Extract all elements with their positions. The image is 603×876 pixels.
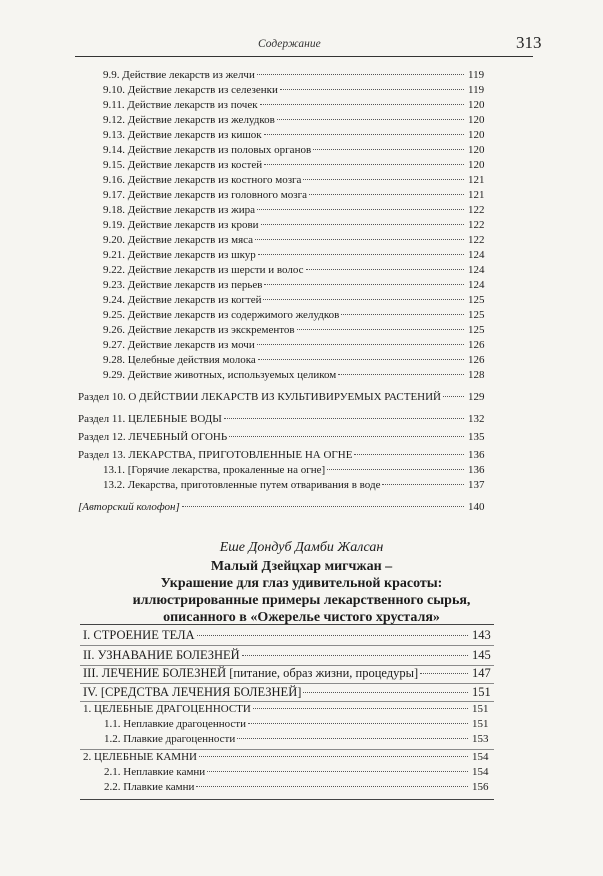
- toc-part-entry: [83, 648, 491, 664]
- toc-colophon-entry: [78, 501, 484, 515]
- section-title-line: иллюстрированные примеры лекарственного сырья,: [132, 593, 471, 608]
- toc-leader: [264, 134, 464, 135]
- toc-entry-page: 154: [472, 751, 489, 763]
- toc-entry-page: 154: [472, 766, 489, 778]
- toc-entry-label: 9.20. Действие лекарств из мяса: [103, 234, 254, 246]
- toc-leader: [420, 673, 468, 674]
- toc-section-entry: [78, 431, 484, 445]
- toc-entry-page: 156: [472, 781, 489, 793]
- toc-leader: [207, 771, 468, 772]
- section-title-line: описанного в «Ожерелье чистого хрусталя»: [163, 610, 440, 625]
- toc-entry-label: 9.14. Действие лекарств из половых органов: [103, 144, 312, 156]
- toc-entry-label: 9.19. Действие лекарств из крови: [103, 219, 259, 231]
- toc-leader: [264, 164, 464, 165]
- toc-section-entry: [78, 391, 484, 405]
- section-rule-bottom: [80, 799, 494, 800]
- running-header-title: Содержание: [258, 38, 321, 50]
- toc-entry: [103, 159, 484, 173]
- toc-entry-page: 124: [468, 249, 485, 261]
- toc-leader: [382, 484, 464, 485]
- toc-entry: [103, 129, 484, 143]
- toc-entry-page: 121: [468, 174, 485, 186]
- toc-entry: [104, 781, 488, 795]
- toc-leader: [309, 194, 464, 195]
- toc-entry-page: 119: [468, 84, 485, 96]
- toc-entry-page: 147: [472, 666, 491, 680]
- toc-entry-page: 125: [468, 294, 485, 306]
- toc-leader: [264, 284, 464, 285]
- toc-leader: [253, 708, 468, 709]
- toc-entry-page: 140: [468, 501, 485, 513]
- toc-entry-label: 9.12. Действие лекарств из желудков: [103, 114, 275, 126]
- toc-leader: [199, 756, 468, 757]
- section-author: Еше Дондуб Дамби Жалсан: [219, 540, 384, 555]
- toc-entry: [103, 264, 484, 278]
- toc-entry-page: 128: [468, 369, 485, 381]
- toc-entry-page: 135: [468, 431, 485, 443]
- toc-leader: [258, 359, 464, 360]
- toc-entry-label: 9.23. Действие лекарств из перьев: [103, 279, 263, 291]
- toc-entry: [103, 324, 484, 338]
- toc-entry: [103, 174, 484, 188]
- toc-entry-label: 9.17. Действие лекарств из головного мозга: [103, 189, 307, 201]
- toc-part-entry: [83, 628, 491, 644]
- toc-leader: [261, 224, 464, 225]
- toc-entry-page: 132: [468, 413, 485, 425]
- toc-entry-label: 9.29. Действие животных, используемых целиком: [103, 369, 337, 381]
- toc-entry: [103, 144, 484, 158]
- toc-entry-page: 143: [472, 628, 491, 642]
- toc-leader: [182, 506, 464, 507]
- toc-entry: [103, 309, 484, 323]
- toc-entry-label: Раздел 13. ЛЕКАРСТВА, ПРИГОТОВЛЕННЫЕ НА ОГНЕ: [78, 449, 353, 461]
- page-number: 313: [516, 33, 542, 52]
- toc-entry-page: 151: [472, 718, 489, 730]
- toc-entry-label: 2.1. Неплавкие камни: [104, 766, 206, 778]
- toc-section-entry: [78, 449, 484, 463]
- toc-leader: [229, 436, 464, 437]
- toc-entry-label: 9.9. Действие лекарств из желчи: [103, 69, 255, 81]
- toc-entry-page: 121: [468, 189, 485, 201]
- toc-entry: [103, 219, 484, 233]
- divider: [80, 645, 494, 646]
- toc-entry-page: 126: [468, 339, 485, 351]
- toc-leader: [277, 119, 464, 120]
- toc-entry: [103, 99, 484, 113]
- toc-entry-label: 9.25. Действие лекарств из содержимого желудков: [103, 309, 340, 321]
- toc-entry-label: [Авторский колофон]: [78, 501, 180, 513]
- toc-entry-label: 1.2. Плавкие драгоценности: [104, 733, 236, 745]
- toc-entry-page: 129: [468, 391, 485, 403]
- toc-leader: [297, 329, 464, 330]
- toc-part-entry: [83, 666, 491, 682]
- toc-entry-label: Раздел 10. О ДЕЙСТВИИ ЛЕКАРСТВ ИЗ КУЛЬТИВИРУЕМЫХ РАСТЕНИЙ: [78, 391, 442, 403]
- toc-entry-label: 13.1. [Горячие лекарства, прокаленные на огне]: [103, 464, 326, 476]
- toc-entry-page: 120: [468, 129, 485, 141]
- toc-entry-label: 1. ЦЕЛЕБНЫЕ ДРАГОЦЕННОСТИ: [83, 703, 251, 715]
- toc-leader: [327, 469, 464, 470]
- toc-entry: [103, 369, 484, 383]
- toc-leader: [237, 738, 468, 739]
- toc-entry: [83, 751, 488, 765]
- toc-entry-label: 9.21. Действие лекарств из шкур: [103, 249, 256, 261]
- section-title-line: Малый Дзейцхар мигчжан –: [210, 559, 393, 574]
- toc-entry-page: 124: [468, 279, 485, 291]
- divider: [80, 701, 494, 702]
- toc-entry-page: 122: [468, 204, 485, 216]
- toc-entry-page: 125: [468, 309, 485, 321]
- toc-entry-page: 151: [472, 685, 491, 699]
- toc-entry: [103, 114, 484, 128]
- section-title: [0, 558, 603, 626]
- toc-entry-label: 2.2. Плавкие камни: [104, 781, 195, 793]
- toc-entry: [103, 189, 484, 203]
- toc-entry-label: II. УЗНАВАНИЕ БОЛЕЗНЕЙ: [83, 648, 240, 662]
- toc-leader: [224, 418, 464, 419]
- section-title-line: Украшение для глаз удивительной красоты:: [160, 576, 443, 591]
- toc-leader: [255, 239, 464, 240]
- toc-entry: [103, 249, 484, 263]
- toc-entry-label: Раздел 12. ЛЕЧЕБНЫЙ ОГОНЬ: [78, 431, 228, 443]
- toc-leader: [341, 314, 464, 315]
- toc-entry: [103, 84, 484, 98]
- toc-leader: [242, 655, 468, 656]
- toc-leader: [257, 74, 464, 75]
- toc-leader: [258, 254, 464, 255]
- toc-entry-page: 124: [468, 264, 485, 276]
- toc-leader: [303, 179, 464, 180]
- toc-leader: [263, 299, 464, 300]
- toc-entry-page: 120: [468, 114, 485, 126]
- toc-entry-page: 153: [472, 733, 489, 745]
- toc-entry: [103, 279, 484, 293]
- header-rule: [75, 56, 533, 57]
- toc-entry-page: 151: [472, 703, 489, 715]
- toc-entry-label: 9.26. Действие лекарств из экскрементов: [103, 324, 295, 336]
- toc-entry-label: 13.2. Лекарства, приготовленные путем отваривания в воде: [103, 479, 381, 491]
- toc-entry: [104, 718, 488, 732]
- toc-entry-label: 9.11. Действие лекарств из почек: [103, 99, 258, 111]
- toc-entry-page: 122: [468, 219, 485, 231]
- toc-entry-label: 9.28. Целебные действия молока: [103, 354, 256, 366]
- toc-entry: [104, 733, 488, 747]
- toc-entry-page: 120: [468, 159, 485, 171]
- toc-entry-label: 9.18. Действие лекарств из жира: [103, 204, 255, 216]
- toc-section-entry: [78, 413, 484, 427]
- toc-entry-label: Раздел 11. ЦЕЛЕБНЫЕ ВОДЫ: [78, 413, 222, 425]
- toc-leader: [280, 89, 464, 90]
- toc-entry-page: 125: [468, 324, 485, 336]
- toc-entry: [103, 294, 484, 308]
- toc-entry: [103, 234, 484, 248]
- toc-entry-label: 2. ЦЕЛЕБНЫЕ КАМНИ: [83, 751, 197, 763]
- toc-entry-label: I. СТРОЕНИЕ ТЕЛА: [83, 628, 195, 642]
- toc-leader: [196, 786, 468, 787]
- toc-leader: [443, 396, 464, 397]
- toc-leader: [260, 104, 464, 105]
- toc-part-entry: [83, 685, 491, 701]
- toc-entry-page: 122: [468, 234, 485, 246]
- toc-entry: [103, 204, 484, 218]
- toc-entry-label: IV. [СРЕДСТВА ЛЕЧЕНИЯ БОЛЕЗНЕЙ]: [83, 685, 302, 699]
- toc-entry: [103, 339, 484, 353]
- toc-entry-page: 120: [468, 144, 485, 156]
- toc-entry-label: 9.22. Действие лекарств из шерсти и волос: [103, 264, 304, 276]
- toc-entry-page: 136: [468, 464, 485, 476]
- toc-leader: [306, 269, 464, 270]
- toc-entry: [103, 69, 484, 83]
- toc-entry-label: 9.10. Действие лекарств из селезенки: [103, 84, 278, 96]
- toc-leader: [248, 723, 468, 724]
- section-rule-top: [80, 624, 494, 625]
- toc-entry-page: 126: [468, 354, 485, 366]
- toc-entry-label: 9.16. Действие лекарств из костного мозга: [103, 174, 302, 186]
- toc-entry-page: 145: [472, 648, 491, 662]
- toc-leader: [303, 692, 468, 693]
- toc-entry: [104, 766, 488, 780]
- divider: [80, 683, 494, 684]
- toc-entry: [83, 703, 488, 717]
- toc-entry-page: 119: [468, 69, 485, 81]
- toc-leader: [313, 149, 464, 150]
- toc-leader: [338, 374, 464, 375]
- toc-entry: [103, 464, 484, 478]
- toc-entry: [103, 479, 484, 493]
- toc-entry-label: 9.27. Действие лекарств из мочи: [103, 339, 255, 351]
- toc-entry-page: 120: [468, 99, 485, 111]
- toc-entry-page: 137: [468, 479, 485, 491]
- divider: [80, 749, 494, 750]
- toc-entry-page: 136: [468, 449, 485, 461]
- toc-entry-label: 1.1. Неплавкие драгоценности: [104, 718, 247, 730]
- toc-leader: [257, 344, 464, 345]
- toc-entry-label: 9.13. Действие лекарств из кишок: [103, 129, 262, 141]
- toc-entry-label: 9.24. Действие лекарств из когтей: [103, 294, 262, 306]
- toc-entry-label: III. ЛЕЧЕНИЕ БОЛЕЗНЕЙ [питание, образ жизни, процедуры]: [83, 666, 419, 680]
- toc-entry-label: 9.15. Действие лекарств из костей: [103, 159, 263, 171]
- toc-entry: [103, 354, 484, 368]
- toc-leader: [257, 209, 464, 210]
- toc-leader: [197, 635, 468, 636]
- toc-leader: [354, 454, 464, 455]
